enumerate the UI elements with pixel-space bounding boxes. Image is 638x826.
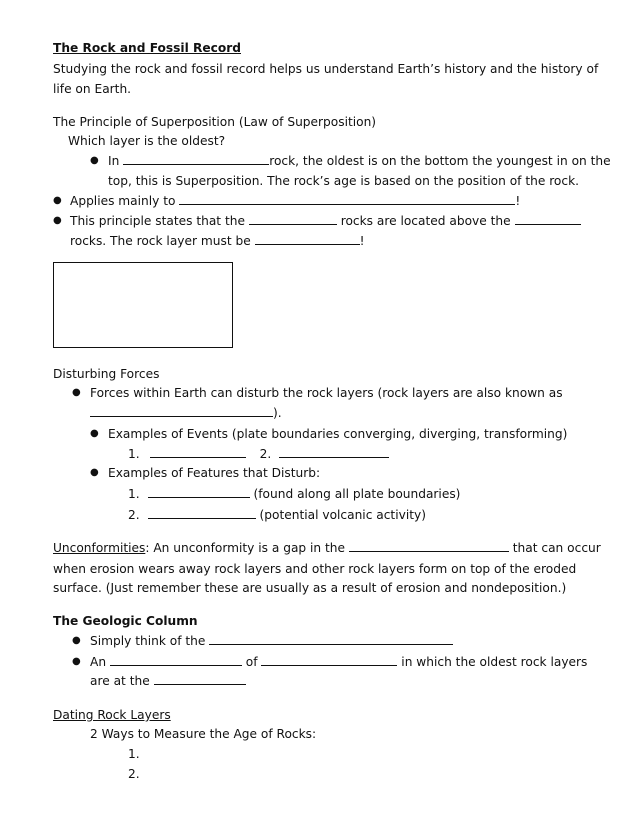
geologic-bullet-2-mid: of	[241, 655, 262, 669]
geologic-bullet-1	[90, 633, 453, 649]
superposition-bullet-1-cont: top, this is Superposition. The rock’s age is based on the position of the rock.	[108, 174, 580, 188]
unconformities-pre: : An unconformity is a gap in the	[145, 541, 349, 555]
answer-blank[interactable]	[148, 507, 256, 519]
superposition-bullet-1	[108, 153, 611, 169]
unconformities-line-1	[53, 540, 601, 556]
features-label: Examples of Features that Disturb:	[108, 466, 321, 480]
bullet-3-cont-post: !	[359, 234, 365, 248]
answer-blank[interactable]	[148, 486, 250, 498]
dating-item-1: 1.	[128, 747, 140, 761]
unconformities-line-3: surface. (Just remember these are usually as a result of erosion and nondeposition.)	[53, 581, 567, 595]
geologic-bullet-1-pre: Simply think of the	[90, 634, 210, 648]
events-num-2: 2.	[259, 447, 272, 461]
bullet-icon: ●	[90, 467, 99, 478]
unconformities-label: Unconformities	[53, 541, 146, 555]
feature-1-text: (found along all plate boundaries)	[253, 487, 461, 501]
answer-blank[interactable]	[90, 405, 273, 417]
bullet-3-pre: This principle states that the	[70, 214, 249, 228]
bullet-3-cont-pre: rocks. The rock layer must be	[70, 234, 255, 248]
events-num-1: 1.	[128, 447, 140, 461]
answer-blank[interactable]	[279, 446, 389, 458]
geologic-bullet-2-cont-pre: are at the	[90, 674, 154, 688]
answer-blank[interactable]	[515, 213, 581, 225]
superposition-heading: The Principle of Superposition (Law of Superposition)	[53, 115, 377, 129]
superposition-question: Which layer is the oldest?	[68, 134, 226, 148]
superposition-bullet-3	[70, 213, 581, 229]
geologic-bullet-2	[90, 654, 587, 670]
bullet-icon: ●	[72, 656, 81, 667]
answer-blank[interactable]	[249, 213, 337, 225]
bullet-3-mid: rocks are located above the	[336, 214, 515, 228]
disturbing-heading: Disturbing Forces	[53, 367, 160, 381]
answer-blank[interactable]	[179, 193, 515, 205]
unconformities-line-2: when erosion wears away rock layers and other rock layers form on top of the eroded	[53, 562, 577, 576]
geologic-bullet-2-cont	[90, 673, 246, 689]
answer-blank[interactable]	[261, 654, 397, 666]
page-title: The Rock and Fossil Record	[53, 41, 241, 55]
geologic-bullet-2-post: in which the oldest rock layers	[397, 655, 588, 669]
answer-blank[interactable]	[349, 540, 509, 552]
answer-blank[interactable]	[154, 673, 246, 685]
dating-item-2: 2.	[128, 767, 140, 781]
answer-blank[interactable]	[150, 446, 246, 458]
dating-subheading: 2 Ways to Measure the Age of Rocks:	[90, 727, 317, 741]
superposition-bullet-2	[70, 193, 520, 209]
disturbing-bullet-1: Forces within Earth can disturb the rock layers (rock layers are also known as	[90, 386, 563, 400]
bullet-icon: ●	[90, 428, 99, 439]
bullet-2-pre: Applies mainly to	[70, 194, 180, 208]
feature-1-num: 1.	[128, 487, 140, 501]
answer-blank[interactable]	[255, 233, 360, 245]
bullet-icon: ●	[72, 635, 81, 646]
feature-item-2	[128, 507, 426, 523]
feature-item-1	[128, 486, 460, 502]
answer-blank[interactable]	[209, 633, 453, 645]
geologic-bullet-2-pre: An	[90, 655, 110, 669]
bullet-1-cont-post: ).	[273, 406, 282, 420]
answer-blank[interactable]	[110, 654, 242, 666]
bullet-2-post: !	[515, 194, 521, 208]
feature-2-text: (potential volcanic activity)	[259, 508, 426, 522]
feature-2-num: 2.	[128, 508, 140, 522]
bullet-1-post: rock, the oldest is on the bottom the youngest in on the	[269, 154, 611, 168]
answer-blank[interactable]	[123, 153, 269, 165]
bullet-icon: ●	[72, 387, 81, 398]
intro-line-2: life on Earth.	[53, 82, 132, 96]
events-label: Examples of Events (plate boundaries converging, diverging, transforming)	[108, 427, 568, 441]
bullet-icon: ●	[53, 215, 62, 226]
bullet-icon: ●	[90, 155, 99, 166]
dating-heading: Dating Rock Layers	[53, 708, 171, 722]
unconformities-post: that can occur	[508, 541, 601, 555]
events-items	[128, 446, 389, 462]
geologic-column-heading: The Geologic Column	[53, 614, 198, 628]
intro-line-1: Studying the rock and fossil record helps us understand Earth’s history and the history of	[53, 62, 599, 76]
bullet-1-pre: In	[108, 154, 124, 168]
superposition-bullet-3-cont	[70, 233, 364, 249]
drawing-box[interactable]	[53, 262, 233, 348]
bullet-icon: ●	[53, 195, 62, 206]
disturbing-bullet-1-cont	[90, 405, 282, 421]
